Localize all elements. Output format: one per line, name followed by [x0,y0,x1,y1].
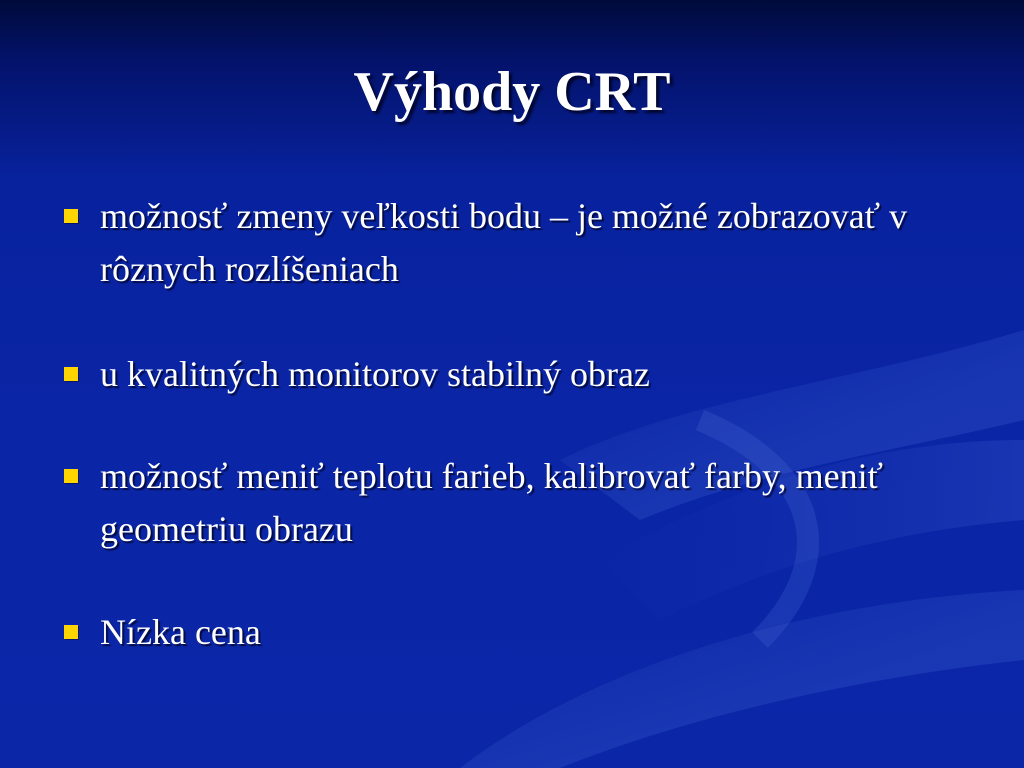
square-bullet-icon [64,625,78,639]
square-bullet-icon [64,469,78,483]
square-bullet-icon [64,209,78,223]
bullet-text: Nízka cena [100,612,261,652]
slide-title: Výhody CRT [353,61,671,123]
bullet-text: možnosť zmeny veľkosti bodu – je možné zobrazovať v rôznych rozlíšeniach [100,196,908,289]
square-bullet-icon [64,367,78,381]
bullet-text: možnosť meniť teplotu farieb, kalibrovať farby, meniť geometriu obrazu [100,456,883,549]
bullet-text: u kvalitných monitorov stabilný obraz [100,354,650,394]
